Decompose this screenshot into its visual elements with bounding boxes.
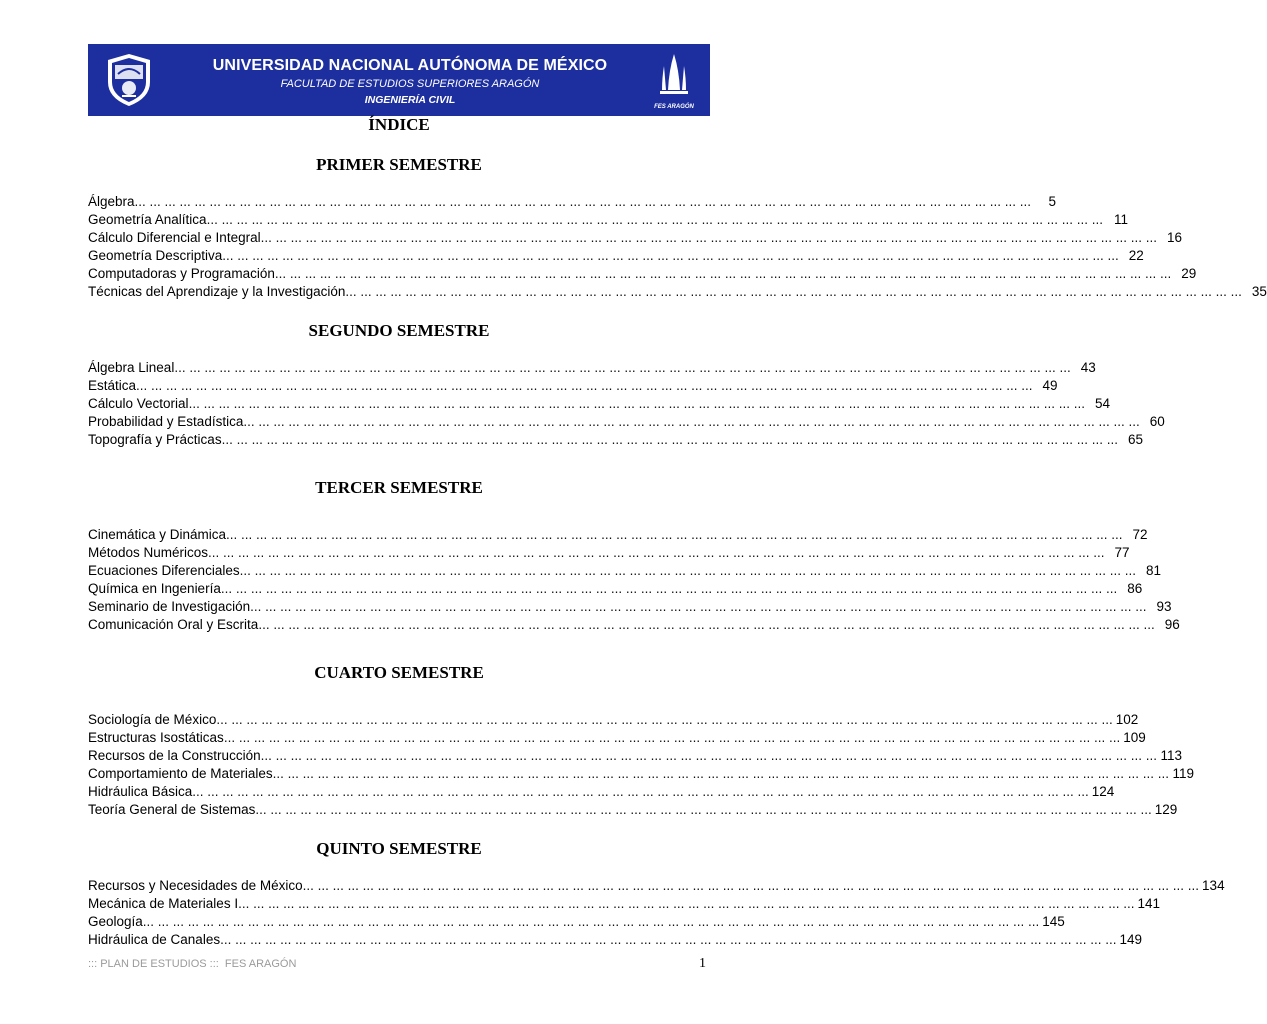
- unam-seal-logo-icon: [104, 52, 154, 108]
- toc-entry-label: Hidráulica Básica: [88, 784, 193, 799]
- toc-entry-page: 72: [1132, 527, 1148, 542]
- toc-entry: [88, 247, 1144, 265]
- toc-entry-page: 49: [1042, 378, 1058, 393]
- toc-entry-label: Cinemática y Dinámica: [88, 527, 227, 542]
- faculty-subtitle: FACULTAD DE ESTUDIOS SUPERIORES ARAGÓN: [280, 78, 540, 90]
- toc-entry-label: Computadoras y Programación: [88, 266, 275, 281]
- toc-entry-label: Química en Ingeniería: [88, 581, 221, 596]
- dot-leader: ... ... ... ... ... ... ... ... ... ... ... ... ... ... ... ... ... ... ... ... ... ... ... ... ... ... ... ... ... ... ... ... ... ... ... ... ... ... ... ... ... ... ... ... ... ... ... ... ... ... ... ... ... ... ... ... ... ... ... ...: [345, 284, 1242, 299]
- dot-leader: ... ... ... ... ... ... ... ... ... ... ... ... ... ... ... ... ... ... ... ... ... ... ... ... ... ... ... ... ... ... ... ... ... ... ... ... ... ... ... ... ... ... ... ... ... ... ... ... ... ... ... ... ... ... ... ... ... ... ... ...: [142, 914, 1040, 929]
- toc-entry: [88, 711, 1139, 729]
- dot-leader: ... ... ... ... ... ... ... ... ... ... ... ... ... ... ... ... ... ... ... ... ... ... ... ... ... ... ... ... ... ... ... ... ... ... ... ... ... ... ... ... ... ... ... ... ... ... ... ... ... ... ... ... ... ... ... ... ... ... ... ...: [258, 617, 1155, 632]
- toc-entry: [88, 931, 1143, 949]
- dot-leader: ... ... ... ... ... ... ... ... ... ... ... ... ... ... ... ... ... ... ... ... ... ... ... ... ... ... ... ... ... ... ... ... ... ... ... ... ... ... ... ... ... ... ... ... ... ... ... ... ... ... ... ... ... ... ... ... ... ... ... ...: [221, 432, 1119, 447]
- toc-entry-label: Recursos y Necesidades de México: [88, 878, 303, 893]
- toc-entry: [88, 598, 1172, 616]
- dot-leader: ... ... ... ... ... ... ... ... ... ... ... ... ... ... ... ... ... ... ... ... ... ... ... ... ... ... ... ... ... ... ... ... ... ... ... ... ... ... ... ... ... ... ... ... ... ... ... ... ... ... ... ... ... ... ... ... ... ... ... ...: [274, 266, 1172, 281]
- toc-entry-label: Recursos de la Construcción: [88, 748, 261, 763]
- dot-leader: ... ... ... ... ... ... ... ... ... ... ... ... ... ... ... ... ... ... ... ... ... ... ... ... ... ... ... ... ... ... ... ... ... ... ... ... ... ... ... ... ... ... ... ... ... ... ... ... ... ... ... ... ... ... ... ... ... ... ... ...: [220, 581, 1118, 596]
- toc-entry-label: Álgebra Lineal: [88, 360, 175, 375]
- dot-leader: ... ... ... ... ... ... ... ... ... ... ... ... ... ... ... ... ... ... ... ... ... ... ... ... ... ... ... ... ... ... ... ... ... ... ... ... ... ... ... ... ... ... ... ... ... ... ... ... ... ... ... ... ... ... ... ... ... ... ... ...: [206, 212, 1103, 227]
- toc-entry: [88, 193, 1056, 211]
- toc-entry-page: 22: [1128, 248, 1144, 263]
- toc-entry-page: 141: [1137, 896, 1161, 911]
- section-heading: QUINTO SEMESTRE: [316, 839, 482, 858]
- toc-entry: [88, 616, 1180, 634]
- index-title: ÍNDICE: [368, 115, 430, 134]
- dot-leader: ... ... ... ... ... ... ... ... ... ... ... ... ... ... ... ... ... ... ... ... ... ... ... ... ... ... ... ... ... ... ... ... ... ... ... ... ... ... ... ... ... ... ... ... ... ... ... ... ... ... ... ... ... ... ... ... ... ... ... ...: [255, 802, 1152, 817]
- toc-entry-page: 113: [1160, 748, 1183, 763]
- toc-entry-page: 16: [1167, 230, 1183, 245]
- toc-entry: [88, 265, 1197, 283]
- toc-entry-label: Seminario de Investigación: [88, 599, 251, 614]
- fes-aragon-logo: [650, 50, 698, 110]
- toc-entry-page: 54: [1094, 396, 1110, 411]
- toc-entry-label: Teoría General de Sistemas: [88, 802, 256, 817]
- section-heading: TERCER SEMESTRE: [315, 478, 483, 497]
- toc-entry: [88, 413, 1165, 431]
- toc-entry: [88, 729, 1146, 747]
- header-banner: [88, 44, 710, 116]
- toc-entry-label: Geología: [88, 914, 143, 929]
- program-name: INGENIERÍA CIVIL: [364, 94, 456, 106]
- toc-entry-page: 102: [1115, 712, 1139, 727]
- toc-entry-page: 29: [1181, 266, 1197, 281]
- toc-entry-page: 119: [1172, 766, 1195, 781]
- toc-entry-page: 134: [1202, 878, 1225, 893]
- dot-leader: ... ... ... ... ... ... ... ... ... ... ... ... ... ... ... ... ... ... ... ... ... ... ... ... ... ... ... ... ... ... ... ... ... ... ... ... ... ... ... ... ... ... ... ... ... ... ... ... ... ... ... ... ... ... ... ... ... ... ... ...: [243, 414, 1140, 429]
- toc-entry: [88, 544, 1130, 562]
- toc-list: [88, 877, 1225, 949]
- dot-leader: ... ... ... ... ... ... ... ... ... ... ... ... ... ... ... ... ... ... ... ... ... ... ... ... ... ... ... ... ... ... ... ... ... ... ... ... ... ... ... ... ... ... ... ... ... ... ... ... ... ... ... ... ... ... ... ... ... ... ... ...: [250, 599, 1147, 614]
- toc-entry: [88, 580, 1143, 598]
- toc-entry-label: Cálculo Diferencial e Integral: [88, 230, 261, 245]
- toc-entry-page: 109: [1123, 730, 1146, 745]
- dot-leader: ... ... ... ... ... ... ... ... ... ... ... ... ... ... ... ... ... ... ... ... ... ... ... ... ... ... ... ... ... ... ... ... ... ... ... ... ... ... ... ... ... ... ... ... ... ... ... ... ... ... ... ... ... ... ... ... ... ... ... ...: [222, 248, 1119, 263]
- dot-leader: ... ... ... ... ... ... ... ... ... ... ... ... ... ... ... ... ... ... ... ... ... ... ... ... ... ... ... ... ... ... ... ... ... ... ... ... ... ... ... ... ... ... ... ... ... ... ... ... ... ... ... ... ... ... ... ... ... ... ... ...: [134, 194, 1031, 209]
- dot-leader: ... ... ... ... ... ... ... ... ... ... ... ... ... ... ... ... ... ... ... ... ... ... ... ... ... ... ... ... ... ... ... ... ... ... ... ... ... ... ... ... ... ... ... ... ... ... ... ... ... ... ... ... ... ... ... ... ... ... ... ...: [216, 712, 1113, 727]
- toc-entry-label: Ecuaciones Diferenciales: [88, 563, 240, 578]
- toc-entry: [88, 895, 1161, 913]
- toc-list: [88, 193, 1267, 301]
- section-heading: SEGUNDO SEMESTRE: [308, 321, 490, 340]
- toc-entry-label: Probabilidad y Estadística: [88, 414, 244, 429]
- dot-leader: ... ... ... ... ... ... ... ... ... ... ... ... ... ... ... ... ... ... ... ... ... ... ... ... ... ... ... ... ... ... ... ... ... ... ... ... ... ... ... ... ... ... ... ... ... ... ... ... ... ... ... ... ... ... ... ... ... ... ... ...: [188, 396, 1085, 411]
- toc-entry-label: Comunicación Oral y Escrita: [88, 617, 259, 632]
- toc-entry-label: Métodos Numéricos: [88, 545, 209, 560]
- toc-entry: [88, 211, 1128, 229]
- toc-entry: [88, 913, 1065, 931]
- toc-entry-label: Estática: [88, 378, 137, 393]
- toc-entry-label: Geometría Analítica: [88, 212, 207, 227]
- toc-entry-page: 86: [1127, 581, 1143, 596]
- toc-entry-page: 81: [1146, 563, 1162, 578]
- toc-entry: [88, 359, 1096, 377]
- toc-entry-page: 11: [1113, 212, 1128, 227]
- dot-leader: ... ... ... ... ... ... ... ... ... ... ... ... ... ... ... ... ... ... ... ... ... ... ... ... ... ... ... ... ... ... ... ... ... ... ... ... ... ... ... ... ... ... ... ... ... ... ... ... ... ... ... ... ... ... ... ... ... ... ... ...: [223, 730, 1121, 745]
- toc-list: [88, 526, 1180, 634]
- toc-entry-page: 60: [1149, 414, 1165, 429]
- dot-leader: ... ... ... ... ... ... ... ... ... ... ... ... ... ... ... ... ... ... ... ... ... ... ... ... ... ... ... ... ... ... ... ... ... ... ... ... ... ... ... ... ... ... ... ... ... ... ... ... ... ... ... ... ... ... ... ... ... ... ... ...: [302, 878, 1200, 893]
- toc-entry-page: 124: [1091, 784, 1115, 799]
- dot-leader: ... ... ... ... ... ... ... ... ... ... ... ... ... ... ... ... ... ... ... ... ... ... ... ... ... ... ... ... ... ... ... ... ... ... ... ... ... ... ... ... ... ... ... ... ... ... ... ... ... ... ... ... ... ... ... ... ... ... ... ...: [192, 784, 1089, 799]
- toc-entry: [88, 747, 1183, 765]
- toc-entry: [88, 283, 1267, 301]
- toc-entry: [88, 526, 1148, 544]
- dot-leader: ... ... ... ... ... ... ... ... ... ... ... ... ... ... ... ... ... ... ... ... ... ... ... ... ... ... ... ... ... ... ... ... ... ... ... ... ... ... ... ... ... ... ... ... ... ... ... ... ... ... ... ... ... ... ... ... ... ... ... ...: [239, 563, 1137, 578]
- toc-entry-label: Topografía y Prácticas: [88, 432, 222, 447]
- toc-entry-page: 145: [1042, 914, 1065, 929]
- toc-entry-page: 65: [1127, 432, 1144, 447]
- toc-entry-label: Técnicas del Aprendizaje y la Investigación: [88, 284, 346, 299]
- toc-entry-page: 93: [1156, 599, 1172, 614]
- toc-entry-page: 43: [1080, 360, 1096, 375]
- dot-leader: ... ... ... ... ... ... ... ... ... ... ... ... ... ... ... ... ... ... ... ... ... ... ... ... ... ... ... ... ... ... ... ... ... ... ... ... ... ... ... ... ... ... ... ... ... ... ... ... ... ... ... ... ... ... ... ... ... ... ... ...: [260, 230, 1158, 245]
- toc-entry-page: 77: [1114, 545, 1130, 560]
- toc-entry-label: Cálculo Vectorial: [88, 396, 189, 411]
- toc-entry: [88, 377, 1058, 395]
- toc-entry-label: Geometría Descriptiva: [88, 248, 223, 263]
- dot-leader: ... ... ... ... ... ... ... ... ... ... ... ... ... ... ... ... ... ... ... ... ... ... ... ... ... ... ... ... ... ... ... ... ... ... ... ... ... ... ... ... ... ... ... ... ... ... ... ... ... ... ... ... ... ... ... ... ... ... ... ...: [136, 378, 1033, 393]
- toc-entry: [88, 765, 1195, 783]
- dot-leader: ... ... ... ... ... ... ... ... ... ... ... ... ... ... ... ... ... ... ... ... ... ... ... ... ... ... ... ... ... ... ... ... ... ... ... ... ... ... ... ... ... ... ... ... ... ... ... ... ... ... ... ... ... ... ... ... ... ... ... ...: [226, 527, 1123, 542]
- toc-list: [88, 711, 1195, 819]
- toc-entry-page: 96: [1164, 617, 1180, 632]
- toc-entry: [88, 562, 1162, 580]
- toc-entry-label: Álgebra: [88, 194, 135, 209]
- toc-entry: [88, 229, 1183, 247]
- toc-entry: [88, 395, 1110, 413]
- dot-leader: ... ... ... ... ... ... ... ... ... ... ... ... ... ... ... ... ... ... ... ... ... ... ... ... ... ... ... ... ... ... ... ... ... ... ... ... ... ... ... ... ... ... ... ... ... ... ... ... ... ... ... ... ... ... ... ... ... ... ... ...: [220, 932, 1117, 947]
- toc-entry-label: Sociología de México: [88, 712, 217, 727]
- toc-entry-page: 35: [1251, 284, 1267, 299]
- toc-entry-label: Hidráulica de Canales: [88, 932, 221, 947]
- toc-entry: [88, 877, 1225, 895]
- page-footer: ::: PLAN DE ESTUDIOS ::: FES ARAGÓN: [88, 958, 297, 970]
- dot-leader: ... ... ... ... ... ... ... ... ... ... ... ... ... ... ... ... ... ... ... ... ... ... ... ... ... ... ... ... ... ... ... ... ... ... ... ... ... ... ... ... ... ... ... ... ... ... ... ... ... ... ... ... ... ... ... ... ... ... ... ...: [272, 766, 1170, 781]
- dot-leader: ... ... ... ... ... ... ... ... ... ... ... ... ... ... ... ... ... ... ... ... ... ... ... ... ... ... ... ... ... ... ... ... ... ... ... ... ... ... ... ... ... ... ... ... ... ... ... ... ... ... ... ... ... ... ... ... ... ... ... ...: [174, 360, 1071, 375]
- toc-entry-label: Mecánica de Materiales I: [88, 896, 239, 911]
- dot-leader: ... ... ... ... ... ... ... ... ... ... ... ... ... ... ... ... ... ... ... ... ... ... ... ... ... ... ... ... ... ... ... ... ... ... ... ... ... ... ... ... ... ... ... ... ... ... ... ... ... ... ... ... ... ... ... ... ... ... ... ...: [208, 545, 1105, 560]
- section-heading: CUARTO SEMESTRE: [314, 663, 484, 682]
- page-number: 1: [699, 956, 706, 971]
- toc-entry-page: 5: [1048, 194, 1056, 209]
- toc-entry: [88, 783, 1115, 801]
- university-title: UNIVERSIDAD NACIONAL AUTÓNOMA DE MÉXICO: [212, 57, 608, 74]
- toc-entry: [88, 431, 1144, 449]
- fes-aragon-logo-text: FES ARAGÓN: [654, 104, 694, 110]
- toc-entry-page: 149: [1119, 932, 1143, 947]
- fes-aragon-logo-icon: [650, 50, 698, 102]
- toc-list: [88, 359, 1165, 449]
- toc-entry: [88, 801, 1178, 819]
- toc-entry-label: Estructuras Isostáticas: [88, 730, 224, 745]
- toc-entry-page: 129: [1154, 802, 1178, 817]
- dot-leader: ... ... ... ... ... ... ... ... ... ... ... ... ... ... ... ... ... ... ... ... ... ... ... ... ... ... ... ... ... ... ... ... ... ... ... ... ... ... ... ... ... ... ... ... ... ... ... ... ... ... ... ... ... ... ... ... ... ... ... ...: [260, 748, 1158, 763]
- toc-entry-label: Comportamiento de Materiales: [88, 766, 273, 781]
- dot-leader: ... ... ... ... ... ... ... ... ... ... ... ... ... ... ... ... ... ... ... ... ... ... ... ... ... ... ... ... ... ... ... ... ... ... ... ... ... ... ... ... ... ... ... ... ... ... ... ... ... ... ... ... ... ... ... ... ... ... ... ...: [238, 896, 1135, 911]
- section-heading: PRIMER SEMESTRE: [316, 155, 482, 174]
